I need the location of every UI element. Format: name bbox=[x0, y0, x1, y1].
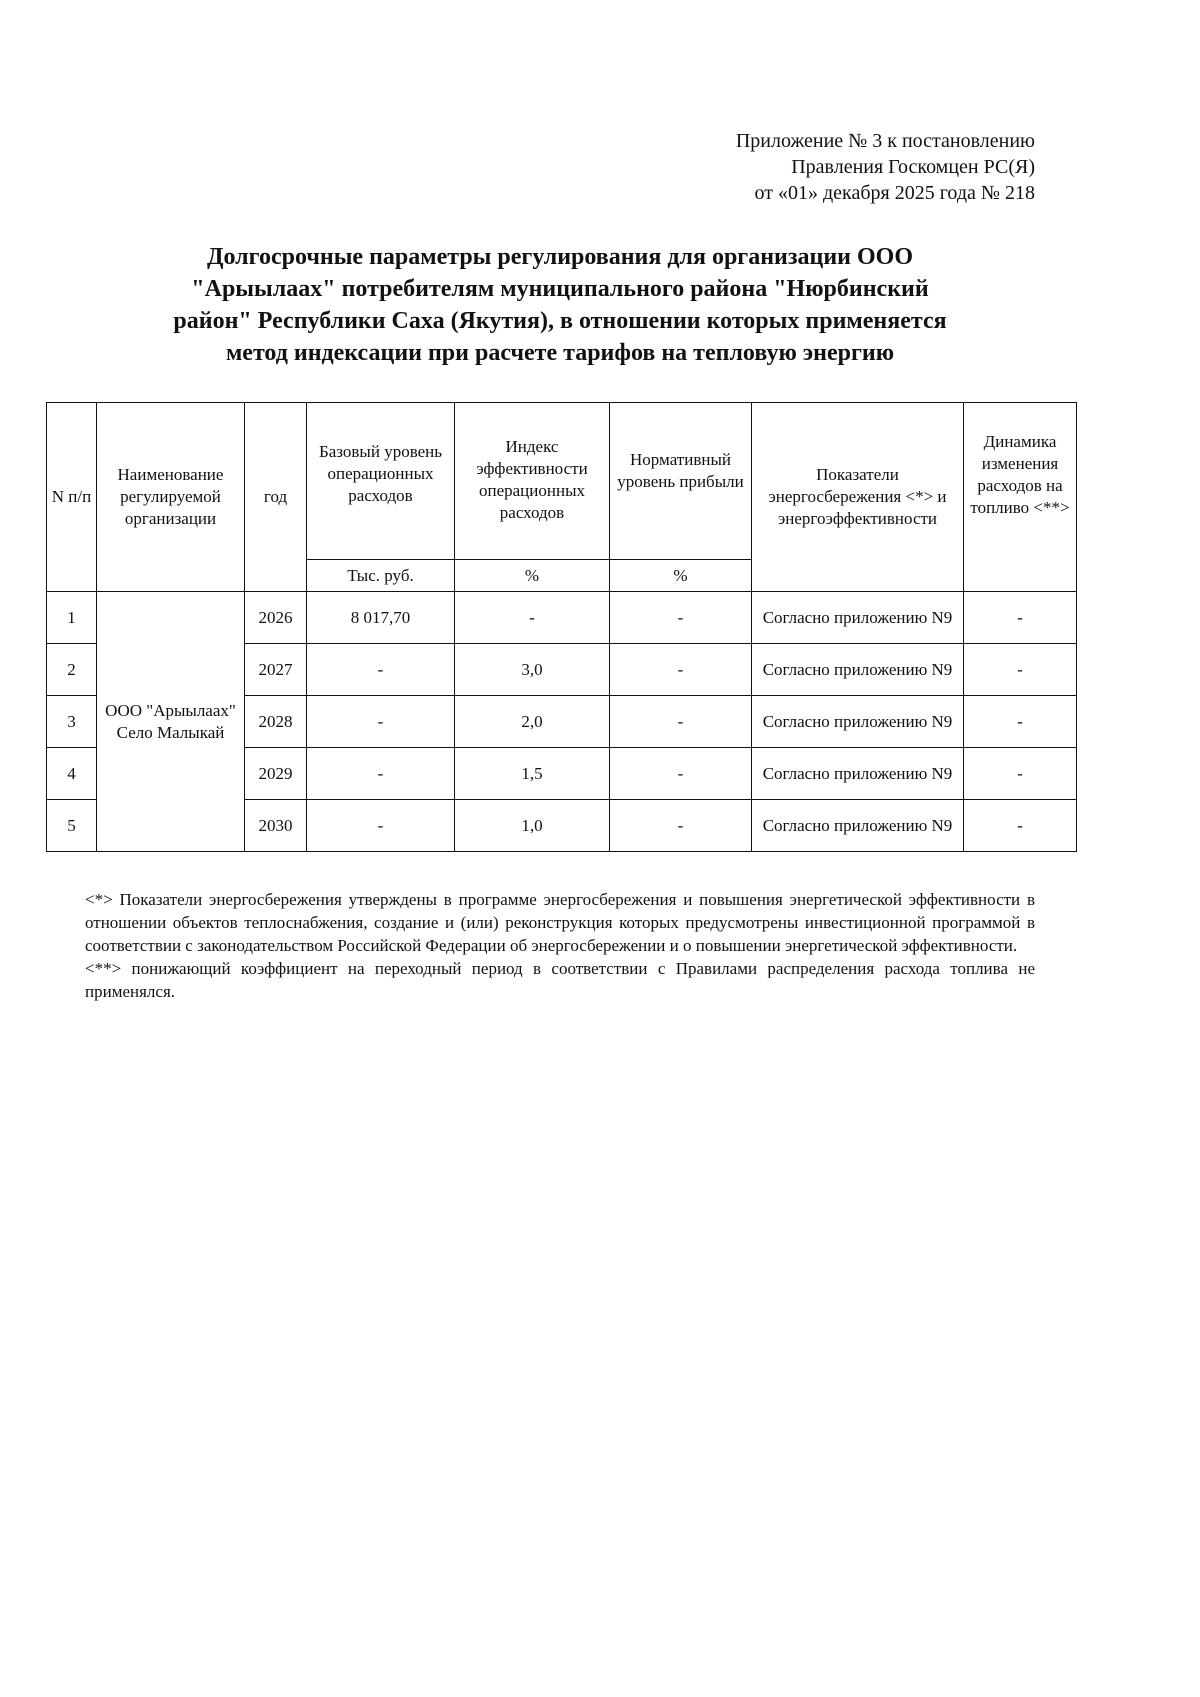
cell-energy: Согласно приложению N9 bbox=[752, 800, 964, 852]
appendix-line-3: от «01» декабря 2025 года № 218 bbox=[754, 182, 1035, 204]
cell-index: 2,0 bbox=[455, 696, 610, 748]
header-base-level: Базовый уровень операционных расходов bbox=[307, 403, 455, 560]
cell-index: 1,0 bbox=[455, 800, 610, 852]
cell-fuel: - bbox=[964, 748, 1077, 800]
cell-profit: - bbox=[610, 644, 752, 696]
footnote-fuel-coefficient: <**> понижающий коэффициент на переходный период в соответствии с Правилами распределения расхода топлива не применялся. bbox=[85, 959, 1035, 1001]
header-efficiency-index: Индекс эффективности операционных расходов bbox=[455, 403, 610, 560]
cell-base: 8 017,70 bbox=[307, 592, 455, 644]
appendix-line-2: Правления Госкомцен РС(Я) bbox=[791, 156, 1035, 178]
cell-index: 1,5 bbox=[455, 748, 610, 800]
title-line-4: метод индексации при расчете тарифов на тепловую энергию bbox=[225, 340, 895, 366]
cell-energy: Согласно приложению N9 bbox=[752, 644, 964, 696]
cell-fuel: - bbox=[964, 644, 1077, 696]
cell-num: 5 bbox=[47, 800, 97, 852]
header-year: год bbox=[245, 403, 307, 592]
cell-fuel: - bbox=[964, 592, 1077, 644]
cell-year: 2029 bbox=[245, 748, 307, 800]
cell-profit: - bbox=[610, 748, 752, 800]
unit-profit: % bbox=[610, 560, 752, 592]
cell-num: 1 bbox=[47, 592, 97, 644]
cell-num: 2 bbox=[47, 644, 97, 696]
header-organization: Наименование регулируемой организации bbox=[97, 403, 245, 592]
cell-year: 2026 bbox=[245, 592, 307, 644]
cell-year: 2028 bbox=[245, 696, 307, 748]
appendix-line-1: Приложение № 3 к постановлению bbox=[735, 130, 1035, 152]
cell-num: 4 bbox=[47, 748, 97, 800]
header-profit-level: Нормативный уровень прибыли bbox=[610, 403, 752, 560]
table-row bbox=[47, 592, 1077, 644]
cell-year: 2030 bbox=[245, 800, 307, 852]
cell-fuel: - bbox=[964, 696, 1077, 748]
header-fuel-dynamics: Динамика изменения расходов на топливо <**> bbox=[964, 403, 1077, 592]
cell-index: - bbox=[455, 592, 610, 644]
title-line-2: "Арыылаах" потребителям муниципального района "Нюрбинский bbox=[191, 276, 929, 302]
cell-num: 3 bbox=[47, 696, 97, 748]
cell-energy: Согласно приложению N9 bbox=[752, 748, 964, 800]
title-line-1: Долгосрочные параметры регулирования для организации ООО bbox=[206, 244, 913, 270]
header-energy-indicators: Показатели энергосбережения <*> и энергоэффективности bbox=[752, 403, 964, 592]
cell-energy: Согласно приложению N9 bbox=[752, 592, 964, 644]
cell-profit: - bbox=[610, 800, 752, 852]
footnote-energy-saving: <*> Показатели энергосбережения утверждены в программе энергосбережения и повышения энергетической эффективности в отношении объектов теплоснабжения, создание и (или) реконструкция которых предусмотрены инвестиционной программой в соответствии с законодательством Российской Федерации об энергосбережении и о повышении энергетической эффективности. bbox=[85, 890, 1035, 955]
footnotes bbox=[85, 888, 1035, 1003]
table-header-row bbox=[47, 403, 1077, 560]
cell-base: - bbox=[307, 696, 455, 748]
cell-fuel: - bbox=[964, 800, 1077, 852]
cell-base: - bbox=[307, 800, 455, 852]
unit-base: Тыс. руб. bbox=[307, 560, 455, 592]
cell-organization: ООО "Арыылаах" Село Малыкай bbox=[97, 592, 245, 852]
cell-index: 3,0 bbox=[455, 644, 610, 696]
cell-base: - bbox=[307, 748, 455, 800]
parameters-table bbox=[46, 402, 1077, 852]
unit-index: % bbox=[455, 560, 610, 592]
header-num: N п/п bbox=[47, 403, 97, 592]
cell-energy: Согласно приложению N9 bbox=[752, 696, 964, 748]
document-title bbox=[60, 241, 1060, 369]
cell-year: 2027 bbox=[245, 644, 307, 696]
cell-base: - bbox=[307, 644, 455, 696]
cell-profit: - bbox=[610, 592, 752, 644]
title-line-3: район" Республики Саха (Якутия), в отношении которых применяется bbox=[173, 308, 947, 334]
appendix-reference bbox=[435, 128, 1035, 206]
cell-profit: - bbox=[610, 696, 752, 748]
